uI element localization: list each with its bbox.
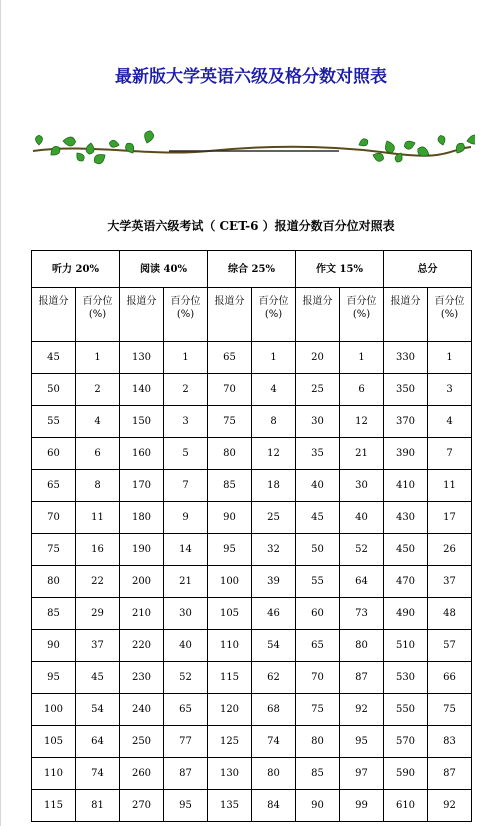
percentile-cell: 92 [340,694,384,726]
score-cell: 125 [208,726,252,758]
percentile-cell: 48 [428,598,472,630]
col-percentile: 百分位(%) [428,288,472,342]
score-cell: 65 [32,470,76,502]
table-row [32,470,472,502]
score-cell: 85 [296,758,340,790]
score-cell: 490 [384,598,428,630]
score-cell: 135 [208,790,252,822]
score-cell: 470 [384,566,428,598]
percentile-cell: 6 [340,374,384,406]
percentile-cell: 39 [252,566,296,598]
table-row [32,566,472,598]
score-cell: 170 [120,470,164,502]
percentile-cell: 54 [252,630,296,662]
percentile-cell: 30 [340,470,384,502]
score-cell: 90 [296,790,340,822]
score-cell: 30 [296,406,340,438]
percentile-cell: 92 [428,790,472,822]
col-score: 报道分 [296,288,340,342]
score-cell: 55 [296,566,340,598]
percentile-cell: 8 [252,406,296,438]
table-row [32,598,472,630]
percentile-cell: 46 [252,598,296,630]
score-cell: 150 [120,406,164,438]
leaf-icon [437,135,446,146]
score-cell: 105 [32,726,76,758]
percentile-cell: 9 [164,502,208,534]
percentile-cell: 75 [428,694,472,726]
score-cell: 45 [32,342,76,374]
percentile-cell: 7 [428,438,472,470]
score-cell: 510 [384,630,428,662]
percentile-cell: 99 [340,790,384,822]
score-cell: 110 [208,630,252,662]
leaf-icon [92,151,107,166]
percentile-cell: 21 [164,566,208,598]
percentile-cell: 4 [428,406,472,438]
score-cell: 55 [32,406,76,438]
leaf-icon [466,134,475,145]
score-cell: 75 [208,406,252,438]
col-percentile: 百分位(%) [164,288,208,342]
percentile-cell: 81 [76,790,120,822]
percentile-cell: 6 [76,438,120,470]
score-cell: 330 [384,342,428,374]
percentile-cell: 95 [340,726,384,758]
score-cell: 370 [384,406,428,438]
percentile-cell: 26 [428,534,472,566]
score-cell: 20 [296,342,340,374]
percentile-cell: 80 [340,630,384,662]
percentile-cell: 45 [76,662,120,694]
percentile-cell: 1 [164,342,208,374]
percentile-cell: 1 [252,342,296,374]
percentile-cell: 12 [340,406,384,438]
score-cell: 610 [384,790,428,822]
score-cell: 65 [208,342,252,374]
score-cell: 120 [208,694,252,726]
table-row [32,438,472,470]
column-header-row [32,288,472,342]
score-cell: 70 [32,502,76,534]
percentile-cell: 29 [76,598,120,630]
section-comprehensive: 综合 25% [208,251,296,288]
score-cell: 80 [296,726,340,758]
table-row [32,406,472,438]
section-listening: 听力 20% [32,251,120,288]
percentile-cell: 1 [340,342,384,374]
leaf-icon [124,141,137,155]
score-cell: 100 [32,694,76,726]
score-cell: 70 [208,374,252,406]
leaf-icon [143,130,155,145]
score-cell: 390 [384,438,428,470]
score-cell: 260 [120,758,164,790]
percentile-cell: 74 [252,726,296,758]
table-row [32,726,472,758]
percentile-cell: 40 [340,502,384,534]
table-row [32,534,472,566]
score-cell: 70 [296,662,340,694]
score-cell: 40 [296,470,340,502]
section-header-row [32,251,472,288]
score-cell: 115 [208,662,252,694]
leaf-icon [403,139,416,150]
score-cell: 75 [32,534,76,566]
percentile-cell: 52 [164,662,208,694]
score-cell: 60 [32,438,76,470]
col-percentile: 百分位 (%) [252,288,296,342]
table-row [32,342,472,374]
percentile-cell: 40 [164,630,208,662]
score-cell: 75 [296,694,340,726]
score-cell: 160 [120,438,164,470]
score-cell: 130 [120,342,164,374]
table-row [32,630,472,662]
percentile-cell: 32 [252,534,296,566]
table-row [32,374,472,406]
percentile-cell: 8 [76,470,120,502]
col-score: 报道分 [208,288,252,342]
percentile-cell: 11 [428,470,472,502]
leaf-icon [454,141,467,155]
percentile-cell: 62 [252,662,296,694]
percentile-cell: 25 [252,502,296,534]
score-cell: 130 [208,758,252,790]
score-cell: 230 [120,662,164,694]
percentile-cell: 97 [340,758,384,790]
leaf-icon [36,135,43,145]
score-cell: 50 [32,374,76,406]
score-cell: 60 [296,598,340,630]
score-cell: 140 [120,374,164,406]
score-cell: 570 [384,726,428,758]
score-cell: 115 [32,790,76,822]
score-cell: 90 [208,502,252,534]
percentile-cell: 65 [164,694,208,726]
percentile-cell: 73 [340,598,384,630]
score-cell: 95 [208,534,252,566]
percentile-cell: 17 [428,502,472,534]
percentile-cell: 77 [164,726,208,758]
percentile-cell: 3 [428,374,472,406]
score-cell: 590 [384,758,428,790]
percentile-cell: 87 [340,662,384,694]
percentile-cell: 66 [428,662,472,694]
table-row [32,758,472,790]
score-cell: 80 [32,566,76,598]
score-cell: 50 [296,534,340,566]
percentile-cell: 5 [164,438,208,470]
score-cell: 200 [120,566,164,598]
percentile-cell: 4 [252,374,296,406]
percentile-cell: 54 [76,694,120,726]
percentile-cell: 74 [76,758,120,790]
score-cell: 550 [384,694,428,726]
percentile-cell: 80 [252,758,296,790]
score-cell: 105 [208,598,252,630]
score-cell: 240 [120,694,164,726]
score-cell: 45 [296,502,340,534]
score-cell: 110 [32,758,76,790]
score-cell: 250 [120,726,164,758]
leaf-icon [357,137,369,148]
table-row [32,502,472,534]
leaf-icon [74,151,86,163]
percentile-cell: 4 [76,406,120,438]
percentile-cell: 3 [164,406,208,438]
leaf-icon [416,145,431,159]
percentile-cell: 37 [76,630,120,662]
leaf-icon [109,140,120,149]
percentile-cell: 1 [76,342,120,374]
score-cell: 100 [208,566,252,598]
table-row [32,694,472,726]
percentile-cell: 83 [428,726,472,758]
percentile-cell: 18 [252,470,296,502]
percentile-cell: 2 [164,374,208,406]
score-cell: 190 [120,534,164,566]
percentile-cell: 21 [340,438,384,470]
score-cell: 25 [296,374,340,406]
percentile-cell: 64 [340,566,384,598]
score-cell: 65 [296,630,340,662]
score-cell: 85 [32,598,76,630]
leaf-icon [48,144,62,157]
percentile-cell: 12 [252,438,296,470]
score-cell: 430 [384,502,428,534]
score-cell: 35 [296,438,340,470]
score-cell: 85 [208,470,252,502]
percentile-cell: 11 [76,502,120,534]
score-cell: 180 [120,502,164,534]
table-row [32,662,472,694]
vine-divider-decoration [29,125,475,175]
percentile-cell: 16 [76,534,120,566]
percentile-cell: 64 [76,726,120,758]
score-percentile-table [31,250,472,822]
score-cell: 350 [384,374,428,406]
score-cell: 210 [120,598,164,630]
leaf-icon [85,142,94,154]
section-total: 总分 [384,251,472,288]
score-cell: 80 [208,438,252,470]
score-cell: 450 [384,534,428,566]
table-title: 大学英语六级考试（ CET-6 ）报道分数百分位对照表 [107,219,395,233]
table-body [32,342,472,822]
score-cell: 95 [32,662,76,694]
col-percentile: 百分位 (%) [340,288,384,342]
score-cell: 90 [32,630,76,662]
table-row [32,790,472,822]
percentile-cell: 68 [252,694,296,726]
percentile-cell: 2 [76,374,120,406]
page-title: 最新版大学英语六级及格分数对照表 [115,67,387,87]
percentile-cell: 1 [428,342,472,374]
col-percentile: 百分位 (%) [76,288,120,342]
score-cell: 410 [384,470,428,502]
percentile-cell: 87 [428,758,472,790]
score-cell: 530 [384,662,428,694]
col-score: 报道分 [120,288,164,342]
col-score: 报道分 [32,288,76,342]
percentile-cell: 37 [428,566,472,598]
section-reading: 阅读 40% [120,251,208,288]
percentile-cell: 7 [164,470,208,502]
score-cell: 220 [120,630,164,662]
percentile-cell: 52 [340,534,384,566]
percentile-cell: 14 [164,534,208,566]
percentile-cell: 84 [252,790,296,822]
percentile-cell: 22 [76,566,120,598]
percentile-cell: 87 [164,758,208,790]
score-cell: 270 [120,790,164,822]
percentile-cell: 95 [164,790,208,822]
col-score: 报道分 [384,288,428,342]
percentile-cell: 30 [164,598,208,630]
section-writing: 作文 15% [296,251,384,288]
percentile-cell: 57 [428,630,472,662]
leaf-icon [63,137,76,147]
